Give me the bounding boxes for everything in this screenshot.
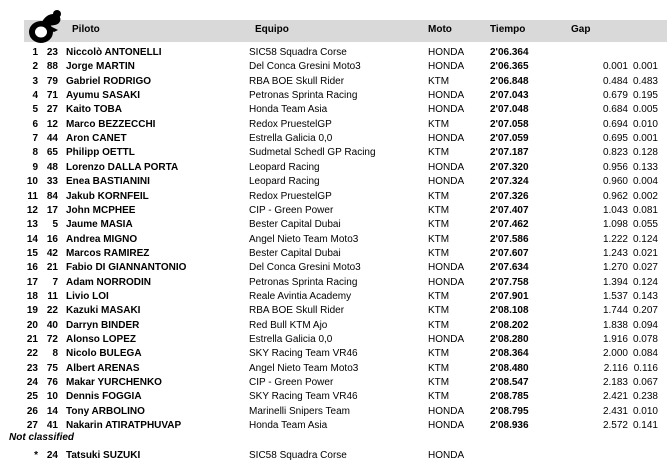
motorcycle-cell: HONDA	[428, 405, 465, 417]
gap-to-previous-cell: 0.081	[632, 204, 658, 216]
table-row	[0, 103, 667, 117]
table-row	[0, 247, 667, 261]
position-cell: 21	[26, 334, 38, 345]
lap-time-cell: 2'07.048	[490, 104, 529, 116]
lap-time-cell: 2'07.187	[490, 147, 529, 159]
gap-to-previous-cell: 0.195	[632, 90, 658, 102]
team-cell: SKY Racing Team VR46	[249, 391, 358, 403]
table-row	[0, 75, 667, 89]
team-cell: RBA BOE Skull Rider	[249, 305, 345, 317]
lap-time-cell: 2'07.758	[490, 276, 529, 288]
team-cell: Leopard Racing	[249, 176, 320, 188]
lap-time-cell: 2'07.901	[490, 290, 529, 302]
rider-name-cell: Gabriel RODRIGO	[66, 75, 152, 87]
gap-to-first-cell: 0.956	[602, 161, 628, 173]
motorcycle-cell: KTM	[428, 348, 450, 360]
team-cell: Angel Nieto Team Moto3	[249, 233, 359, 245]
lap-time-cell: 2'08.202	[490, 319, 529, 331]
table-row	[0, 146, 667, 160]
gap-to-first-cell: 2.116	[603, 362, 628, 374]
motorcycle-cell: KTM	[428, 204, 450, 216]
rider-number-cell: 40	[46, 319, 58, 331]
gap-to-first-cell: 1.838	[602, 319, 628, 331]
rider-number-cell: 14	[46, 405, 58, 417]
team-cell: Bester Capital Dubai	[249, 247, 341, 259]
motorcycle-cell: KTM	[428, 147, 450, 159]
gap-to-previous-cell: 0.001	[632, 61, 658, 73]
rider-number-cell: 11	[47, 290, 58, 302]
table-row	[0, 218, 667, 232]
gap-to-first-cell: 0.960	[602, 176, 628, 188]
rider-number-cell: 79	[46, 75, 58, 87]
table-row	[0, 362, 667, 376]
gap-to-previous-cell: 0.055	[632, 219, 658, 231]
header-tiempo: Tiempo	[490, 24, 526, 35]
gap-to-previous-cell: 0.067	[632, 377, 658, 389]
rider-name-cell: Marco BEZZECCHI	[66, 118, 156, 130]
gap-to-previous-cell: 0.027	[632, 262, 658, 274]
rider-number-cell: 12	[46, 118, 58, 130]
position-cell: 11	[27, 190, 38, 202]
gap-to-previous-cell: 0.078	[632, 334, 658, 345]
position-cell: 7	[32, 133, 38, 145]
gap-to-previous-cell: 0.143	[632, 290, 658, 302]
position-cell: 15	[26, 247, 38, 259]
table-row	[0, 390, 667, 404]
table-row	[0, 204, 667, 218]
rider-number-cell: 10	[46, 391, 58, 403]
header-piloto: Piloto	[72, 24, 100, 35]
motorcycle-cell: KTM	[428, 319, 450, 331]
motorcycle-cell: KTM	[428, 233, 450, 245]
motorcycle-cell: HONDA	[428, 176, 465, 188]
rider-number-cell: 16	[46, 233, 58, 245]
lap-time-cell: 2'08.280	[490, 334, 529, 345]
gap-to-first-cell: 1.394	[602, 276, 628, 288]
rider-name-cell: Tony ARBOLINO	[66, 405, 145, 417]
motorcycle-cell: KTM	[428, 247, 450, 259]
gap-to-first-cell: 2.572	[602, 420, 628, 432]
position-cell: 17	[26, 276, 38, 288]
table-row	[0, 118, 667, 132]
rider-number-cell: 5	[52, 219, 58, 231]
lap-time-cell: 2'08.108	[490, 305, 529, 317]
gap-to-previous-cell: 0.094	[632, 319, 658, 331]
team-cell: SKY Racing Team VR46	[249, 348, 358, 360]
gap-to-first-cell: 1.098	[602, 219, 628, 231]
team-cell: SIC58 Squadra Corse	[249, 450, 347, 461]
position-cell: 25	[26, 391, 38, 403]
rider-number-cell: 48	[46, 161, 58, 173]
rider-number-cell: 7	[52, 276, 58, 288]
motorcycle-cell: HONDA	[428, 104, 465, 116]
team-cell: CIP - Green Power	[249, 204, 334, 216]
table-row	[0, 175, 667, 189]
rider-name-cell: Lorenzo DALLA PORTA	[66, 161, 179, 173]
rider-number-cell: 44	[46, 133, 58, 145]
position-cell: *	[34, 450, 38, 461]
lap-time-cell: 2'07.043	[490, 90, 529, 102]
rider-number-cell: 88	[46, 61, 58, 73]
rider-number-cell: 8	[52, 348, 58, 360]
position-cell: 5	[32, 104, 38, 116]
lap-time-cell: 2'08.936	[490, 420, 529, 432]
lap-time-cell: 2'06.848	[490, 75, 529, 87]
rider-name-cell: Marcos RAMIREZ	[66, 247, 150, 259]
lap-time-cell: 2'08.364	[490, 348, 529, 360]
rider-name-cell: Tatsuki SUZUKI	[66, 450, 141, 461]
lap-time-cell: 2'07.059	[490, 133, 529, 145]
gap-to-first-cell: 0.679	[602, 90, 628, 102]
table-row	[0, 46, 667, 60]
header-equipo: Equipo	[255, 24, 289, 35]
team-cell: Honda Team Asia	[249, 104, 328, 116]
lap-time-cell: 2'07.326	[490, 190, 529, 202]
gap-to-previous-cell: 0.207	[632, 305, 658, 317]
team-cell: Angel Nieto Team Moto3	[249, 362, 359, 374]
motorcycle-cell: HONDA	[428, 334, 465, 345]
motorcycle-cell: HONDA	[428, 420, 465, 432]
gap-to-previous-cell: 0.001	[632, 133, 658, 145]
gap-to-previous-cell: 0.124	[632, 233, 658, 245]
not-classified-title: Not classified	[9, 432, 75, 443]
table-row	[0, 333, 667, 347]
rider-number-cell: 23	[46, 47, 58, 58]
rider-number-cell: 21	[46, 262, 58, 274]
rider-name-cell: Adam NORRODIN	[66, 276, 152, 288]
position-cell: 14	[26, 233, 38, 245]
table-row	[0, 161, 667, 175]
rider-name-cell: Niccolò ANTONELLI	[66, 47, 162, 58]
gap-to-first-cell: 1.744	[602, 305, 628, 317]
rider-name-cell: Jorge MARTIN	[66, 61, 135, 73]
position-cell: 23	[26, 362, 38, 374]
table-row	[0, 89, 667, 103]
gap-to-previous-cell: 0.116	[633, 362, 658, 374]
position-cell: 1	[32, 47, 38, 58]
table-row	[0, 60, 667, 74]
team-cell: Marinelli Snipers Team	[249, 405, 350, 417]
gap-to-previous-cell: 0.141	[632, 420, 658, 432]
rider-number-cell: 71	[46, 90, 58, 102]
position-cell: 3	[32, 75, 38, 87]
rider-name-cell: Ayumu SASAKI	[66, 90, 141, 102]
position-cell: 18	[26, 290, 38, 302]
gap-to-previous-cell: 0.483	[632, 75, 658, 87]
rider-name-cell: Jaume MASIA	[66, 219, 133, 231]
team-cell: Redox PruestelGP	[249, 190, 332, 202]
gap-to-previous-cell: 0.004	[632, 176, 658, 188]
rider-number-cell: 72	[46, 334, 58, 345]
gap-to-first-cell: 1.243	[602, 247, 628, 259]
rider-name-cell: John MCPHEE	[66, 204, 136, 216]
rider-name-cell: Dennis FOGGIA	[66, 391, 142, 403]
rider-number-cell: 41	[46, 420, 58, 432]
gap-to-previous-cell: 0.128	[632, 147, 658, 159]
lap-time-cell: 2'07.462	[490, 219, 529, 231]
table-row	[0, 347, 667, 361]
gap-to-previous-cell: 0.002	[632, 190, 658, 202]
table-row	[0, 419, 667, 433]
rider-name-cell: Jakub KORNFEIL	[66, 190, 149, 202]
lap-time-cell: 2'08.795	[490, 405, 529, 417]
gap-to-first-cell: 0.823	[602, 147, 628, 159]
lap-time-cell: 2'06.364	[490, 47, 529, 58]
rider-name-cell: Alonso LOPEZ	[66, 334, 136, 345]
rider-name-cell: Darryn BINDER	[66, 319, 140, 331]
team-cell: Estrella Galicia 0,0	[249, 133, 333, 145]
gap-to-previous-cell: 0.084	[632, 348, 658, 360]
gap-to-first-cell: 2.431	[602, 405, 628, 417]
rider-number-cell: 33	[46, 176, 58, 188]
gap-to-first-cell: 1.222	[602, 233, 628, 245]
gap-to-first-cell: 1.537	[602, 290, 628, 302]
header-moto: Moto	[428, 24, 452, 35]
motorcycle-cell: HONDA	[428, 133, 465, 145]
header-gap: Gap	[571, 24, 591, 35]
gap-to-previous-cell: 0.133	[632, 161, 658, 173]
gap-to-first-cell: 2.183	[602, 377, 628, 389]
gap-to-previous-cell: 0.010	[632, 118, 658, 130]
motorcycle-cell: KTM	[428, 190, 450, 202]
table-row	[0, 190, 667, 204]
rider-number-cell: 75	[46, 362, 58, 374]
position-cell: 10	[26, 176, 38, 188]
gap-to-first-cell: 0.962	[602, 190, 628, 202]
rider-name-cell: Livio LOI	[66, 290, 109, 302]
gap-to-first-cell: 0.695	[602, 133, 628, 145]
lap-time-cell: 2'07.320	[490, 161, 529, 173]
lap-time-cell: 2'07.324	[490, 176, 529, 188]
lap-time-cell: 2'07.634	[490, 262, 529, 274]
team-cell: SIC58 Squadra Corse	[249, 47, 347, 58]
gap-to-first-cell: 1.916	[602, 334, 628, 345]
table-row	[0, 449, 667, 463]
motorcycle-cell: HONDA	[428, 47, 465, 58]
motorcycle-cell: HONDA	[428, 276, 465, 288]
rider-number-cell: 24	[46, 450, 58, 461]
position-cell: 20	[26, 319, 38, 331]
table-row	[0, 376, 667, 390]
motorcycle-cell: KTM	[428, 219, 450, 231]
motorcycle-rider-icon	[28, 8, 68, 44]
rider-name-cell: Nicolo BULEGA	[66, 348, 142, 360]
rider-number-cell: 17	[46, 204, 58, 216]
table-row	[0, 405, 667, 419]
gap-to-first-cell: 0.694	[602, 118, 628, 130]
team-cell: Bester Capital Dubai	[249, 219, 341, 231]
rider-name-cell: Albert ARENAS	[66, 362, 140, 374]
lap-time-cell: 2'07.407	[490, 204, 529, 216]
motorcycle-cell: HONDA	[428, 262, 465, 274]
position-cell: 24	[26, 377, 38, 389]
team-cell: CIP - Green Power	[249, 377, 334, 389]
rider-number-cell: 27	[46, 104, 58, 116]
table-row	[0, 304, 667, 318]
team-cell: Honda Team Asia	[249, 420, 328, 432]
team-cell: Petronas Sprinta Racing	[249, 276, 358, 288]
motorcycle-cell: HONDA	[428, 161, 465, 173]
motorcycle-cell: KTM	[428, 290, 450, 302]
rider-number-cell: 65	[46, 147, 58, 159]
lap-time-cell: 2'08.547	[490, 377, 529, 389]
lap-time-cell: 2'08.785	[490, 391, 529, 403]
team-cell: Sudmetal Schedl GP Racing	[249, 147, 376, 159]
team-cell: Estrella Galicia 0,0	[249, 334, 333, 345]
motorcycle-cell: KTM	[428, 305, 450, 317]
gap-to-first-cell: 2.421	[602, 391, 628, 403]
rider-name-cell: Makar YURCHENKO	[66, 377, 162, 389]
team-cell: Del Conca Gresini Moto3	[249, 262, 361, 274]
lap-time-cell: 2'08.480	[490, 362, 529, 374]
position-cell: 27	[26, 420, 38, 432]
position-cell: 12	[26, 204, 38, 216]
rider-number-cell: 42	[46, 247, 58, 259]
team-cell: Del Conca Gresini Moto3	[249, 61, 361, 73]
table-header	[0, 8, 667, 42]
rider-name-cell: Kaito TOBA	[66, 104, 122, 116]
position-cell: 13	[26, 219, 38, 231]
team-cell: Petronas Sprinta Racing	[249, 90, 358, 102]
lap-time-cell: 2'06.365	[490, 61, 529, 73]
rider-name-cell: Enea BASTIANINI	[66, 176, 150, 188]
table-row	[0, 290, 667, 304]
rider-number-cell: 22	[46, 305, 58, 317]
table-row	[0, 261, 667, 275]
motorcycle-cell: KTM	[428, 377, 450, 389]
gap-to-first-cell: 1.043	[602, 204, 628, 216]
lap-time-cell: 2'07.607	[490, 247, 529, 259]
gap-to-first-cell: 0.001	[602, 61, 628, 73]
motorcycle-cell: HONDA	[428, 90, 465, 102]
gap-to-first-cell: 1.270	[602, 262, 628, 274]
table-row	[0, 319, 667, 333]
position-cell: 16	[26, 262, 38, 274]
rider-name-cell: Fabio DI GIANNANTONIO	[66, 262, 187, 274]
gap-to-previous-cell: 0.124	[632, 276, 658, 288]
motorcycle-cell: KTM	[428, 118, 450, 130]
team-cell: Leopard Racing	[249, 161, 320, 173]
position-cell: 8	[32, 147, 38, 159]
rider-name-cell: Andrea MIGNO	[66, 233, 138, 245]
gap-to-previous-cell: 0.021	[632, 247, 658, 259]
team-cell: Reale Avintia Academy	[249, 290, 352, 302]
motorcycle-cell: KTM	[428, 362, 450, 374]
rider-number-cell: 84	[46, 190, 58, 202]
lap-time-cell: 2'07.586	[490, 233, 529, 245]
table-row	[0, 132, 667, 146]
rider-name-cell: Philipp OETTL	[66, 147, 135, 159]
motorcycle-cell: KTM	[428, 75, 450, 87]
gap-to-previous-cell: 0.238	[632, 391, 658, 403]
motorcycle-cell: HONDA	[428, 61, 465, 73]
position-cell: 9	[32, 161, 38, 173]
table-row	[0, 276, 667, 290]
table-row	[0, 233, 667, 247]
gap-to-first-cell: 0.684	[602, 104, 628, 116]
gap-to-first-cell: 2.000	[602, 348, 628, 360]
motorcycle-cell: KTM	[428, 391, 450, 403]
position-cell: 2	[32, 61, 38, 73]
rider-name-cell: Nakarin ATIRATPHUVAP	[66, 420, 182, 432]
rider-name-cell: Aron CANET	[66, 133, 127, 145]
position-cell: 19	[26, 305, 38, 317]
rider-name-cell: Kazuki MASAKI	[66, 305, 141, 317]
gap-to-previous-cell: 0.010	[632, 405, 658, 417]
motorcycle-cell: HONDA	[428, 450, 465, 461]
lap-time-cell: 2'07.058	[490, 118, 529, 130]
team-cell: Redox PruestelGP	[249, 118, 332, 130]
position-cell: 4	[32, 90, 38, 102]
team-cell: Red Bull KTM Ajo	[249, 319, 328, 331]
position-cell: 26	[26, 405, 38, 417]
team-cell: RBA BOE Skull Rider	[249, 75, 345, 87]
position-cell: 6	[32, 118, 38, 130]
position-cell: 22	[26, 348, 38, 360]
rider-number-cell: 76	[46, 377, 58, 389]
gap-to-first-cell: 0.484	[602, 75, 628, 87]
gap-to-previous-cell: 0.005	[632, 104, 658, 116]
